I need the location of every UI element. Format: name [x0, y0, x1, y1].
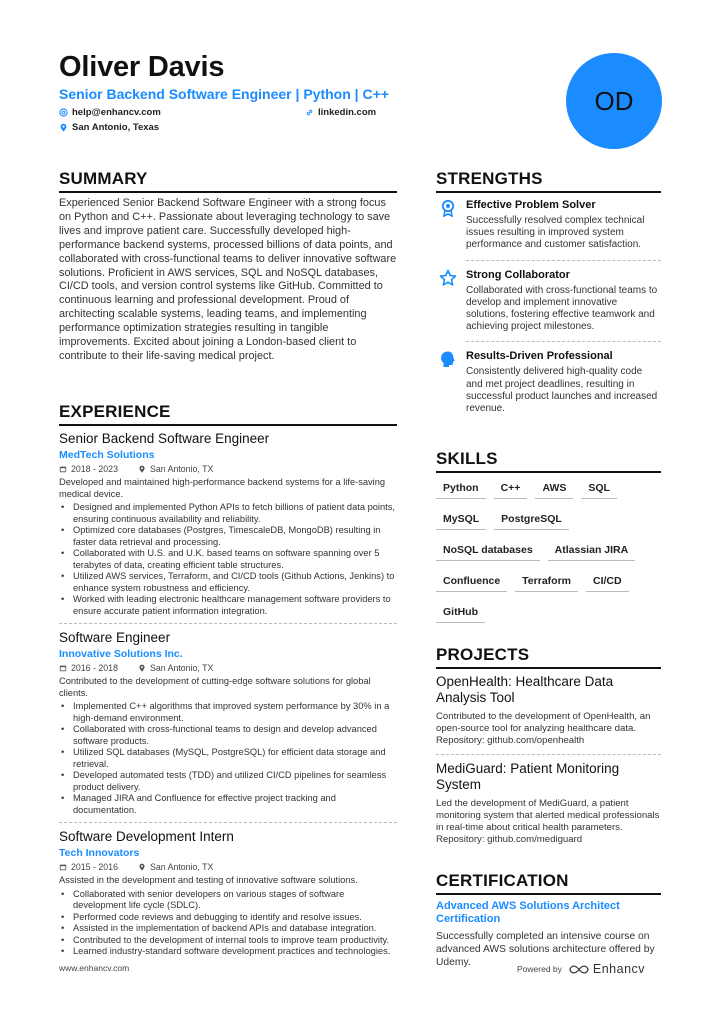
list-item: • Managed JIRA and Confluence for effective project tracking and documentation. [59, 793, 397, 816]
list-item: • Collaborated with U.S. and U.K. based teams on software spanning over 5 terabytes of data, creating efficient table structures. [59, 548, 397, 571]
certification-title: Advanced AWS Solutions Architect Certification [436, 900, 620, 925]
job-meta [59, 464, 397, 474]
location-text: San Antonio, Texas [72, 122, 160, 133]
star-icon [439, 269, 457, 287]
summary-heading: SUMMARY [59, 169, 397, 193]
avatar-initials: OD [594, 85, 634, 116]
divider [466, 341, 661, 342]
projects-heading: PROJECTS [436, 645, 661, 669]
project-item [436, 761, 661, 847]
powered-by [517, 962, 645, 976]
avatar [566, 53, 662, 149]
project-title: MediGuard: Patient Monitoring System [436, 760, 620, 792]
certification-item [436, 900, 661, 969]
calendar-icon [59, 863, 67, 871]
job-dates: 2015 - 2016 [71, 862, 118, 873]
powered-by-text: Powered by [517, 964, 562, 974]
company-name: MedTech Solutions [59, 449, 155, 461]
divider [59, 623, 397, 624]
contact-linkedin[interactable] [305, 107, 376, 118]
list-item: • Developed automated tests (TDD) and utilized CI/CD pipelines for seamless product delivery. [59, 770, 397, 793]
candidate-title: Senior Backend Software Engineer | Python | C++ [59, 86, 389, 102]
list-item: • Worked with leading electronic healthcare management software providers to ensure accurate patient information integration. [59, 594, 397, 617]
contact-email[interactable] [59, 107, 161, 118]
job-description: Contributed to the development of cutting-edge software solutions for global clients. [59, 676, 371, 698]
skill-tag: Python [436, 480, 486, 499]
skill-tag: SQL [581, 480, 617, 499]
at-icon [59, 108, 68, 117]
skills-list [436, 480, 661, 623]
job-description: Assisted in the development and testing of innovative software solutions. [59, 875, 358, 886]
job-meta [59, 862, 397, 872]
calendar-icon [59, 664, 67, 672]
experience-item [59, 630, 397, 816]
certification-description: Successfully completed an intensive course on advanced AWS solutions architecture offered by Udemy. [436, 931, 655, 968]
candidate-name: Oliver Davis [59, 51, 225, 83]
enhancv-logo-icon [568, 964, 590, 975]
job-location: San Antonio, TX [149, 862, 214, 873]
calendar-icon [59, 465, 67, 473]
job-location: San Antonio, TX [149, 464, 214, 474]
experience-list [59, 431, 397, 958]
list-item: • Collaborated with senior developers on various stages of software development life cycle (SDLC). [59, 889, 397, 912]
strengths-list [436, 199, 661, 415]
list-item: • Contributed to the development of internal tools to improve team productivity. [59, 935, 397, 947]
award-icon [439, 199, 457, 217]
skill-tag: C++ [494, 480, 528, 499]
strength-description: Consistently delivered high-quality code and met project deadlines, resulting in successful product launches and increased revenue. [466, 366, 658, 415]
summary-text: Experienced Senior Backend Software Engineer with a strong focus on Python and C++. Passionate about leveraging technology to save lives and improve patient care. Successfully developed high-performance backend systems, processed billions of data points, and collaborated with cross-functional teams to deliver innovative software solutions. Proficient in AWS services, SQL and NoSQL databases, CI/CD tools, and version control systems like GitHub. Committed to continuous learning and professional development. Proud of architecting scalable systems, leading teams, and implementing performance optimization strategies resulting in tangible improvements. Excited about joining a London-based client to contribute to their life-saving medical project. [59, 197, 397, 362]
divider [436, 754, 661, 755]
strength-description: Successfully resolved complex technical issues resulting in improved system performance and customer satisfaction. [466, 215, 645, 251]
company-name: Tech Innovators [59, 847, 140, 860]
location-pin-icon [138, 664, 146, 672]
linkedin-text: linkedin.com [318, 107, 377, 118]
strength-title: Results-Driven Professional [466, 350, 613, 363]
job-title: Software Development Intern [59, 829, 234, 845]
skill-tag: Confluence [436, 573, 507, 592]
list-item: • Implemented C++ algorithms that improved system performance by 30% in a high-demand environment. [59, 701, 397, 724]
skills-heading: SKILLS [436, 449, 661, 473]
strength-item [436, 269, 661, 334]
certification-heading: CERTIFICATION [436, 871, 661, 895]
list-item: • Utilized SQL databases (MySQL, PostgreSQL) for efficient data storage and retrieval. [59, 747, 397, 770]
brand-name: Enhancv [592, 962, 646, 976]
list-item: • Learned industry-standard software development practices and technologies. [59, 946, 397, 958]
strength-title: Strong Collaborator [466, 268, 570, 281]
head-icon [439, 350, 457, 368]
strength-item [436, 199, 661, 252]
skill-tag: GitHub [436, 604, 485, 623]
job-meta [59, 663, 397, 673]
job-bullets [59, 889, 397, 958]
job-dates: 2016 - 2018 [71, 663, 118, 674]
job-location: San Antonio, TX [149, 663, 214, 674]
project-item [436, 674, 661, 748]
location-pin-icon [138, 465, 146, 473]
strength-description: Collaborated with cross-functional teams to develop and implement innovative solutions, fostering effective teamwork and achieving project milestones. [466, 284, 658, 333]
brand-logo [568, 962, 645, 976]
strength-item [436, 350, 661, 415]
project-title: OpenHealth: Healthcare Data Analysis Tool [436, 674, 614, 705]
skill-tag: AWS [535, 480, 573, 499]
experience-heading: EXPERIENCE [59, 402, 397, 426]
strength-title: Effective Problem Solver [466, 199, 596, 211]
job-bullets [59, 502, 397, 617]
list-item: • Designed and implemented Python APIs to fetch billions of patient data points, ensuring continuous availability and reliability. [59, 502, 397, 525]
skill-tag: NoSQL databases [436, 542, 540, 561]
link-icon [305, 108, 314, 117]
experience-item [59, 829, 397, 958]
company-name: Innovative Solutions Inc. [59, 648, 183, 661]
job-dates: 2018 - 2023 [71, 464, 118, 474]
location-pin-icon [138, 863, 146, 871]
list-item: • Collaborated with cross-functional teams to design and develop advanced software products. [59, 724, 397, 747]
strengths-heading: STRENGTHS [436, 169, 661, 193]
project-description: Contributed to the development of OpenHealth, an open-source tool for analyzing healthcare data. Repository: github.com/openhealth [436, 711, 651, 747]
list-item: • Optimized core databases (Postgres, TimescaleDB, MongoDB) resulting in faster data retrieval and processing. [59, 525, 397, 548]
job-title: Software Engineer [59, 630, 171, 646]
job-title: Senior Backend Software Engineer [59, 431, 270, 446]
list-item: • Performed code reviews and debugging to identify and resolve issues. [59, 912, 397, 924]
experience-item [59, 431, 397, 617]
projects-list [436, 674, 661, 846]
contact-location [59, 122, 159, 133]
divider [466, 260, 661, 261]
skill-tag: PostgreSQL [494, 511, 569, 530]
skill-tag: MySQL [436, 511, 486, 530]
list-item: • Assisted in the implementation of backend APIs and database integration. [59, 923, 397, 935]
divider [59, 822, 397, 823]
project-description: Led the development of MediGuard, a patient monitoring system that alerted medical professionals in real-time about critical health parameters. Repository: github.com/mediguard [436, 797, 660, 846]
job-bullets [59, 701, 397, 816]
location-pin-icon [59, 123, 68, 132]
email-text: help@enhancv.com [72, 107, 161, 118]
skill-tag: Terraform [515, 573, 578, 592]
footer-url[interactable]: www.enhancv.com [59, 963, 130, 973]
skill-tag: Atlassian JIRA [548, 542, 636, 561]
list-item: • Utilized AWS services, Terraform, and CI/CD tools (Github Actions, Jenkins) to enhance system robustness and efficiency. [59, 571, 397, 594]
skill-tag: CI/CD [586, 573, 629, 592]
job-description: Developed and maintained high-performance backend systems for a life-saving medical device. [59, 477, 386, 499]
